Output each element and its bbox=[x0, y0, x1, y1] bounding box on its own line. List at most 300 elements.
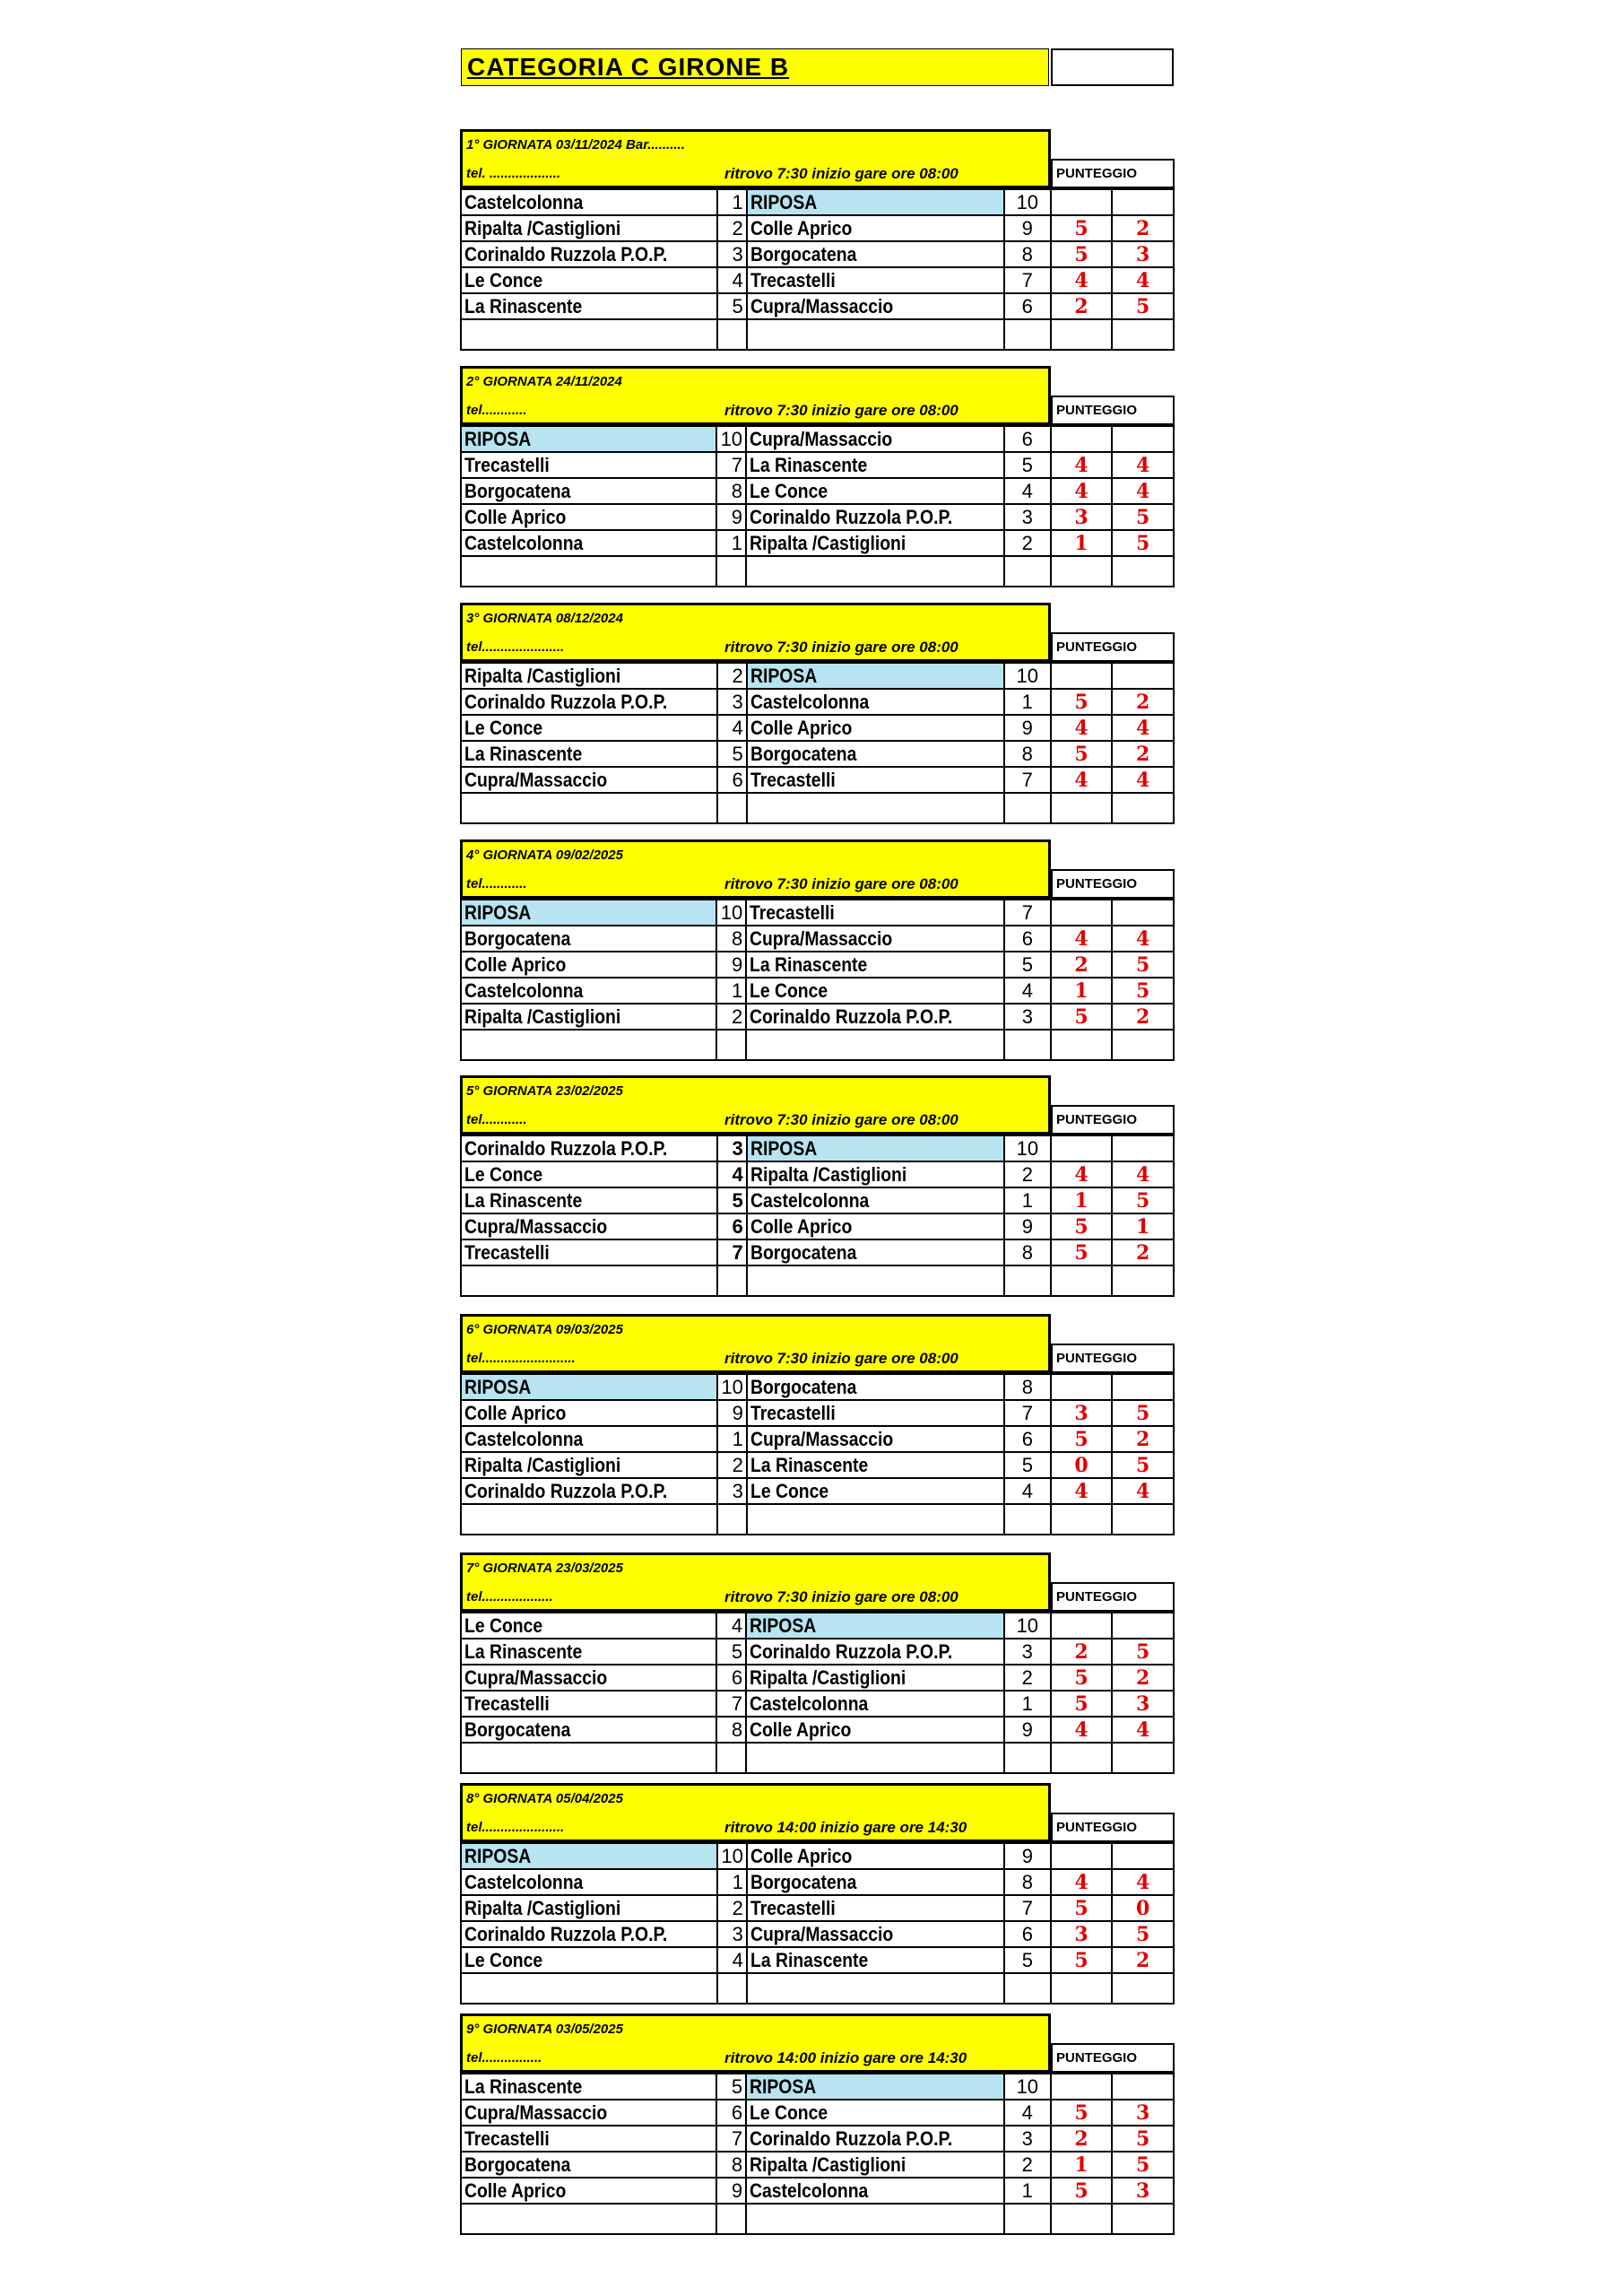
home-number: 3 bbox=[717, 689, 747, 715]
score-home: 4 bbox=[1051, 1717, 1113, 1743]
empty-row bbox=[461, 2204, 1174, 2234]
giornata-ritrovo: ritrovo 7:30 inizio gare ore 08:00 bbox=[724, 875, 958, 892]
empty-row bbox=[461, 1030, 1174, 1060]
table-row bbox=[461, 2178, 1174, 2204]
away-number: 4 bbox=[1004, 1478, 1051, 1504]
away-number: 7 bbox=[1004, 267, 1051, 293]
score-home: 5 bbox=[1051, 1665, 1113, 1691]
empty-cell bbox=[1004, 556, 1051, 587]
giornata-title: 5° GIORNATA 23/02/2025 bbox=[466, 1083, 623, 1099]
score-away: 4 bbox=[1112, 715, 1174, 741]
away-number: 9 bbox=[1004, 1717, 1051, 1743]
table-row bbox=[461, 1452, 1174, 1478]
away-team bbox=[746, 426, 1004, 452]
away-team bbox=[746, 504, 1004, 530]
score-home: 2 bbox=[1051, 293, 1113, 319]
home-number: 3 bbox=[717, 241, 747, 267]
away-team-text: Cupra/Massaccio bbox=[750, 294, 893, 317]
score-away bbox=[1112, 1374, 1174, 1400]
score-home: 4 bbox=[1051, 267, 1113, 293]
away-team-text: La Rinascente bbox=[750, 1948, 869, 1971]
score-away: 5 bbox=[1112, 1187, 1174, 1213]
table-row bbox=[461, 1004, 1174, 1030]
away-number: 10 bbox=[1004, 2074, 1051, 2100]
empty-cell bbox=[1004, 319, 1051, 350]
empty-cell bbox=[1004, 2204, 1051, 2234]
home-team-text: Corinaldo Ruzzola P.O.P. bbox=[464, 1136, 668, 1160]
title-empty-cell bbox=[1051, 48, 1174, 86]
away-number: 1 bbox=[1004, 689, 1051, 715]
empty-cell bbox=[717, 793, 747, 823]
empty-cell bbox=[746, 556, 1004, 587]
away-team-text: Trecastelli bbox=[750, 268, 836, 291]
score-home: 5 bbox=[1051, 241, 1113, 267]
away-team bbox=[747, 1452, 1004, 1478]
giornata-tel: tel......................... bbox=[466, 1351, 576, 1366]
empty-row bbox=[461, 1973, 1174, 2004]
giornata-tel: tel...................... bbox=[466, 1820, 565, 1835]
empty-cell bbox=[1112, 1030, 1174, 1060]
away-team bbox=[747, 189, 1004, 215]
home-team-text: La Rinascente bbox=[464, 1188, 583, 1212]
home-team bbox=[461, 1213, 717, 1239]
away-number: 4 bbox=[1004, 478, 1051, 504]
home-number: 1 bbox=[717, 1869, 747, 1895]
score-away: 5 bbox=[1112, 952, 1174, 978]
table-row bbox=[461, 978, 1174, 1004]
empty-cell bbox=[461, 793, 717, 823]
home-team-text: Castelcolonna bbox=[464, 531, 584, 554]
away-team-text: Colle Aprico bbox=[750, 1844, 853, 1867]
away-team bbox=[747, 1843, 1004, 1869]
score-home: 3 bbox=[1051, 504, 1113, 530]
home-team bbox=[461, 2126, 716, 2152]
away-number: 8 bbox=[1004, 741, 1051, 767]
home-number: 9 bbox=[717, 1400, 747, 1426]
punteggio-label: PUNTEGGIO bbox=[1051, 632, 1175, 662]
table-row bbox=[461, 504, 1174, 530]
away-team-text: Castelcolonna bbox=[750, 1188, 870, 1212]
away-team bbox=[747, 1947, 1004, 1973]
giornata-tel: tel. ................... bbox=[466, 166, 561, 181]
away-team-text: Le Conce bbox=[750, 2100, 828, 2124]
score-away: 5 bbox=[1112, 1452, 1174, 1478]
empty-cell bbox=[461, 319, 717, 350]
away-team-text: Ripalta /Castiglioni bbox=[750, 1665, 906, 1689]
home-team-text: La Rinascente bbox=[464, 294, 583, 317]
giornata-header bbox=[460, 2013, 1051, 2073]
home-team-text: Colle Aprico bbox=[464, 2179, 567, 2202]
home-number: 5 bbox=[717, 1187, 747, 1213]
home-team-text: Castelcolonna bbox=[464, 1427, 584, 1450]
table-row bbox=[461, 1161, 1174, 1187]
home-number: 5 bbox=[716, 1639, 746, 1665]
score-home: 5 bbox=[1051, 1691, 1113, 1717]
away-team-text: Colle Aprico bbox=[750, 216, 853, 239]
away-team bbox=[747, 241, 1004, 267]
away-number: 10 bbox=[1004, 663, 1051, 689]
home-team bbox=[461, 1921, 717, 1947]
score-away: 2 bbox=[1112, 689, 1174, 715]
home-number: 5 bbox=[717, 741, 747, 767]
empty-cell bbox=[461, 1030, 716, 1060]
empty-cell bbox=[717, 1504, 747, 1535]
giornata-ritrovo: ritrovo 7:30 inizio gare ore 08:00 bbox=[724, 1111, 958, 1128]
giornata-ritrovo: ritrovo 7:30 inizio gare ore 08:00 bbox=[724, 639, 958, 656]
away-team-text: Le Conce bbox=[750, 479, 828, 502]
away-team-text: La Rinascente bbox=[750, 1453, 869, 1476]
home-team bbox=[461, 1374, 717, 1400]
home-number: 5 bbox=[717, 293, 747, 319]
home-number: 4 bbox=[717, 715, 747, 741]
giornata-title: 8° GIORNATA 05/04/2025 bbox=[466, 1791, 623, 1806]
giornata-tel: tel................... bbox=[466, 1589, 553, 1605]
away-team bbox=[747, 767, 1004, 793]
score-away: 4 bbox=[1112, 267, 1174, 293]
away-team-text: Corinaldo Ruzzola P.O.P. bbox=[750, 1639, 953, 1663]
home-number: 6 bbox=[716, 1665, 746, 1691]
home-team bbox=[461, 900, 716, 926]
away-team bbox=[746, 926, 1004, 952]
score-away: 3 bbox=[1112, 2100, 1174, 2126]
away-team-text: Colle Aprico bbox=[750, 716, 853, 739]
away-number: 6 bbox=[1004, 426, 1051, 452]
score-away: 3 bbox=[1112, 241, 1174, 267]
table-row bbox=[461, 1639, 1174, 1665]
matches-table bbox=[460, 1135, 1175, 1297]
empty-cell bbox=[1051, 319, 1113, 350]
score-away bbox=[1112, 1613, 1174, 1639]
home-team-text: Corinaldo Ruzzola P.O.P. bbox=[464, 1479, 668, 1502]
away-team-text: Castelcolonna bbox=[750, 690, 870, 713]
home-number: 4 bbox=[716, 1613, 746, 1639]
away-number: 8 bbox=[1004, 1869, 1051, 1895]
away-team-text: RIPOSA bbox=[750, 664, 817, 687]
score-home: 4 bbox=[1051, 452, 1113, 478]
empty-cell bbox=[716, 1743, 746, 1773]
home-team-text: Trecastelli bbox=[464, 1240, 550, 1264]
score-home: 5 bbox=[1051, 2100, 1113, 2126]
home-team-text: Ripalta /Castiglioni bbox=[464, 1896, 621, 1919]
score-away: 4 bbox=[1112, 452, 1174, 478]
giornata-header bbox=[460, 366, 1051, 425]
empty-cell bbox=[747, 319, 1004, 350]
giornata-title: 7° GIORNATA 23/03/2025 bbox=[466, 1561, 623, 1576]
away-team bbox=[746, 1665, 1004, 1691]
table-row bbox=[461, 689, 1174, 715]
home-number: 10 bbox=[716, 426, 746, 452]
matches-table bbox=[460, 1842, 1175, 2005]
home-team bbox=[461, 2152, 716, 2178]
table-row bbox=[461, 2074, 1174, 2100]
away-number: 7 bbox=[1004, 900, 1051, 926]
giornata-tel: tel...................... bbox=[466, 639, 565, 655]
table-row bbox=[461, 293, 1174, 319]
away-team bbox=[746, 2152, 1004, 2178]
away-team bbox=[747, 1213, 1004, 1239]
away-team bbox=[746, 530, 1004, 556]
empty-cell bbox=[717, 319, 747, 350]
score-away: 4 bbox=[1112, 1478, 1174, 1504]
home-number: 3 bbox=[717, 1478, 747, 1504]
score-away: 5 bbox=[1112, 530, 1174, 556]
page-title: CATEGORIA C GIRONE B bbox=[467, 53, 790, 81]
score-home: 1 bbox=[1051, 978, 1113, 1004]
score-home bbox=[1051, 426, 1113, 452]
matches-table bbox=[460, 1373, 1175, 1535]
home-team-text: Colle Aprico bbox=[464, 952, 567, 976]
table-row bbox=[461, 1613, 1174, 1639]
home-team-text: RIPOSA bbox=[464, 427, 532, 450]
home-team-text: Le Conce bbox=[464, 1162, 543, 1186]
empty-cell bbox=[1004, 1973, 1051, 2004]
home-team bbox=[461, 663, 717, 689]
home-team bbox=[461, 2074, 716, 2100]
score-home: 4 bbox=[1051, 715, 1113, 741]
score-away: 2 bbox=[1112, 1239, 1174, 1265]
away-number: 10 bbox=[1004, 189, 1051, 215]
score-home bbox=[1051, 189, 1113, 215]
home-team bbox=[461, 1665, 716, 1691]
away-team bbox=[746, 1691, 1004, 1717]
score-away bbox=[1112, 900, 1174, 926]
away-team bbox=[747, 715, 1004, 741]
empty-row bbox=[461, 793, 1174, 823]
score-away: 5 bbox=[1112, 1921, 1174, 1947]
matches-table bbox=[460, 1612, 1175, 1774]
home-team bbox=[461, 1187, 717, 1213]
table-row bbox=[461, 1478, 1174, 1504]
giornata-title: 6° GIORNATA 09/03/2025 bbox=[466, 1322, 623, 1337]
empty-cell bbox=[461, 1743, 716, 1773]
table-row bbox=[461, 267, 1174, 293]
empty-cell bbox=[746, 1743, 1004, 1773]
away-team bbox=[746, 1004, 1004, 1030]
score-home: 1 bbox=[1051, 1187, 1113, 1213]
home-team bbox=[461, 1135, 717, 1161]
score-home: 4 bbox=[1051, 478, 1113, 504]
score-home bbox=[1051, 1135, 1113, 1161]
score-away: 5 bbox=[1112, 2126, 1174, 2152]
away-number: 1 bbox=[1004, 1691, 1051, 1717]
score-away: 3 bbox=[1112, 1691, 1174, 1717]
away-team bbox=[746, 1613, 1004, 1639]
away-number: 8 bbox=[1004, 1374, 1051, 1400]
empty-cell bbox=[1051, 793, 1113, 823]
home-number: 6 bbox=[716, 2100, 746, 2126]
empty-cell bbox=[1112, 1973, 1174, 2004]
away-team-text: Ripalta /Castiglioni bbox=[750, 531, 906, 554]
home-team-text: Cupra/Massaccio bbox=[464, 1214, 608, 1238]
home-team bbox=[461, 1452, 717, 1478]
away-team-text: Ripalta /Castiglioni bbox=[750, 1162, 906, 1186]
away-number: 4 bbox=[1004, 2100, 1051, 2126]
score-home: 5 bbox=[1051, 689, 1113, 715]
giornata-ritrovo: ritrovo 7:30 inizio gare ore 08:00 bbox=[724, 1588, 958, 1605]
away-number: 7 bbox=[1004, 1895, 1051, 1921]
away-team bbox=[746, 478, 1004, 504]
empty-cell bbox=[747, 1265, 1004, 1296]
home-number: 1 bbox=[716, 530, 746, 556]
home-team bbox=[461, 504, 716, 530]
giornata-header bbox=[460, 1075, 1051, 1135]
score-away: 2 bbox=[1112, 1947, 1174, 1973]
score-home: 4 bbox=[1051, 926, 1113, 952]
away-team-text: Trecastelli bbox=[750, 768, 836, 791]
away-team-text: Ripalta /Castiglioni bbox=[750, 2152, 906, 2176]
punteggio-label: PUNTEGGIO bbox=[1051, 396, 1175, 425]
score-home: 2 bbox=[1051, 952, 1113, 978]
table-row bbox=[461, 1717, 1174, 1743]
home-number: 2 bbox=[717, 1895, 747, 1921]
away-team-text: Borgocatena bbox=[750, 1870, 857, 1893]
home-number: 8 bbox=[716, 478, 746, 504]
away-number: 6 bbox=[1004, 1426, 1051, 1452]
away-team-text: RIPOSA bbox=[750, 190, 817, 213]
away-number: 6 bbox=[1004, 1921, 1051, 1947]
home-number: 4 bbox=[717, 267, 747, 293]
home-team-text: Cupra/Massaccio bbox=[464, 2100, 608, 2124]
away-team-text: Borgocatena bbox=[750, 242, 857, 265]
score-away: 4 bbox=[1112, 926, 1174, 952]
table-row bbox=[461, 452, 1174, 478]
empty-cell bbox=[1112, 1743, 1174, 1773]
away-team-text: Corinaldo Ruzzola P.O.P. bbox=[750, 505, 953, 528]
table-row bbox=[461, 530, 1174, 556]
away-team-text: Cupra/Massaccio bbox=[750, 1427, 894, 1450]
empty-cell bbox=[1112, 1504, 1174, 1535]
giornata-title: 4° GIORNATA 09/02/2025 bbox=[466, 848, 623, 863]
giornata-tel: tel............ bbox=[466, 1112, 527, 1127]
giornata-header bbox=[460, 1783, 1051, 1842]
away-number: 5 bbox=[1004, 1452, 1051, 1478]
score-away: 4 bbox=[1112, 1869, 1174, 1895]
home-team-text: RIPOSA bbox=[464, 1375, 532, 1398]
home-team-text: Le Conce bbox=[464, 716, 543, 739]
home-team bbox=[461, 215, 717, 241]
away-team bbox=[747, 1895, 1004, 1921]
table-row bbox=[461, 1213, 1174, 1239]
home-team-text: Borgocatena bbox=[464, 926, 571, 950]
home-team bbox=[461, 1869, 717, 1895]
punteggio-label: PUNTEGGIO bbox=[1051, 869, 1175, 899]
score-home: 1 bbox=[1051, 2152, 1113, 2178]
giornata-title: 3° GIORNATA 08/12/2024 bbox=[466, 611, 623, 626]
home-team bbox=[461, 741, 717, 767]
table-row bbox=[461, 1239, 1174, 1265]
home-team bbox=[461, 452, 716, 478]
away-team-text: Castelcolonna bbox=[750, 2179, 869, 2202]
table-row bbox=[461, 2100, 1174, 2126]
score-away: 5 bbox=[1112, 1639, 1174, 1665]
score-away: 5 bbox=[1112, 293, 1174, 319]
home-team bbox=[461, 926, 716, 952]
away-number: 9 bbox=[1004, 1843, 1051, 1869]
empty-cell bbox=[746, 2204, 1004, 2234]
score-away: 4 bbox=[1112, 1717, 1174, 1743]
away-team bbox=[747, 1239, 1004, 1265]
away-number: 3 bbox=[1004, 504, 1051, 530]
score-home: 5 bbox=[1051, 1239, 1113, 1265]
away-team bbox=[747, 1426, 1004, 1452]
away-team bbox=[747, 1400, 1004, 1426]
giornata-title: 1° GIORNATA 03/11/2024 Bar.......... bbox=[466, 137, 685, 152]
score-away: 2 bbox=[1112, 1665, 1174, 1691]
score-away: 5 bbox=[1112, 978, 1174, 1004]
home-number: 1 bbox=[717, 1426, 747, 1452]
away-team bbox=[746, 452, 1004, 478]
away-team-text: La Rinascente bbox=[750, 952, 868, 976]
matches-table bbox=[460, 425, 1175, 587]
away-number: 3 bbox=[1004, 1004, 1051, 1030]
home-team-text: Le Conce bbox=[464, 268, 543, 291]
home-number: 8 bbox=[716, 926, 746, 952]
table-row bbox=[461, 1947, 1174, 1973]
empty-cell bbox=[716, 556, 746, 587]
matches-table bbox=[460, 899, 1175, 1061]
score-home: 5 bbox=[1051, 1426, 1113, 1452]
home-number: 9 bbox=[716, 504, 746, 530]
home-team-text: Cupra/Massaccio bbox=[464, 768, 608, 791]
empty-cell bbox=[1004, 1504, 1051, 1535]
home-team-text: Castelcolonna bbox=[464, 978, 584, 1002]
away-number: 9 bbox=[1004, 1213, 1051, 1239]
home-team-text: Borgocatena bbox=[464, 1718, 571, 1741]
score-away bbox=[1112, 663, 1174, 689]
home-team-text: Cupra/Massaccio bbox=[464, 1665, 608, 1689]
score-home bbox=[1051, 663, 1113, 689]
score-away: 5 bbox=[1112, 2152, 1174, 2178]
away-number: 7 bbox=[1004, 1400, 1051, 1426]
score-away: 4 bbox=[1112, 478, 1174, 504]
away-team-text: La Rinascente bbox=[750, 453, 868, 476]
away-team bbox=[746, 900, 1004, 926]
home-team bbox=[461, 1895, 717, 1921]
home-team-text: La Rinascente bbox=[464, 2074, 583, 2098]
home-team-text: Trecastelli bbox=[464, 453, 550, 476]
home-team-text: Castelcolonna bbox=[464, 1870, 584, 1893]
table-row bbox=[461, 1135, 1174, 1161]
empty-cell bbox=[1112, 556, 1174, 587]
away-team-text: RIPOSA bbox=[750, 1136, 817, 1160]
home-team-text: Colle Aprico bbox=[464, 505, 567, 528]
away-number: 2 bbox=[1004, 1665, 1051, 1691]
empty-cell bbox=[746, 1030, 1004, 1060]
home-number: 1 bbox=[717, 189, 747, 215]
home-team bbox=[461, 1613, 716, 1639]
home-number: 5 bbox=[716, 2074, 746, 2100]
table-row bbox=[461, 900, 1174, 926]
score-home: 4 bbox=[1051, 1478, 1113, 1504]
home-number: 2 bbox=[717, 663, 747, 689]
empty-row bbox=[461, 319, 1174, 350]
giornata-ritrovo: ritrovo 14:00 inizio gare ore 14:30 bbox=[724, 2049, 967, 2066]
away-team bbox=[747, 663, 1004, 689]
score-home bbox=[1051, 1374, 1113, 1400]
empty-cell bbox=[461, 1973, 717, 2004]
away-team bbox=[746, 1717, 1004, 1743]
score-home: 2 bbox=[1051, 1639, 1113, 1665]
matches-table bbox=[460, 662, 1175, 824]
home-team bbox=[461, 2100, 716, 2126]
home-number: 10 bbox=[717, 1374, 747, 1400]
table-row bbox=[461, 241, 1174, 267]
away-team-text: Corinaldo Ruzzola P.O.P. bbox=[750, 1004, 953, 1028]
score-away: 0 bbox=[1112, 1895, 1174, 1921]
away-team bbox=[747, 689, 1004, 715]
away-number: 8 bbox=[1004, 1239, 1051, 1265]
giornata-header bbox=[460, 1552, 1051, 1612]
